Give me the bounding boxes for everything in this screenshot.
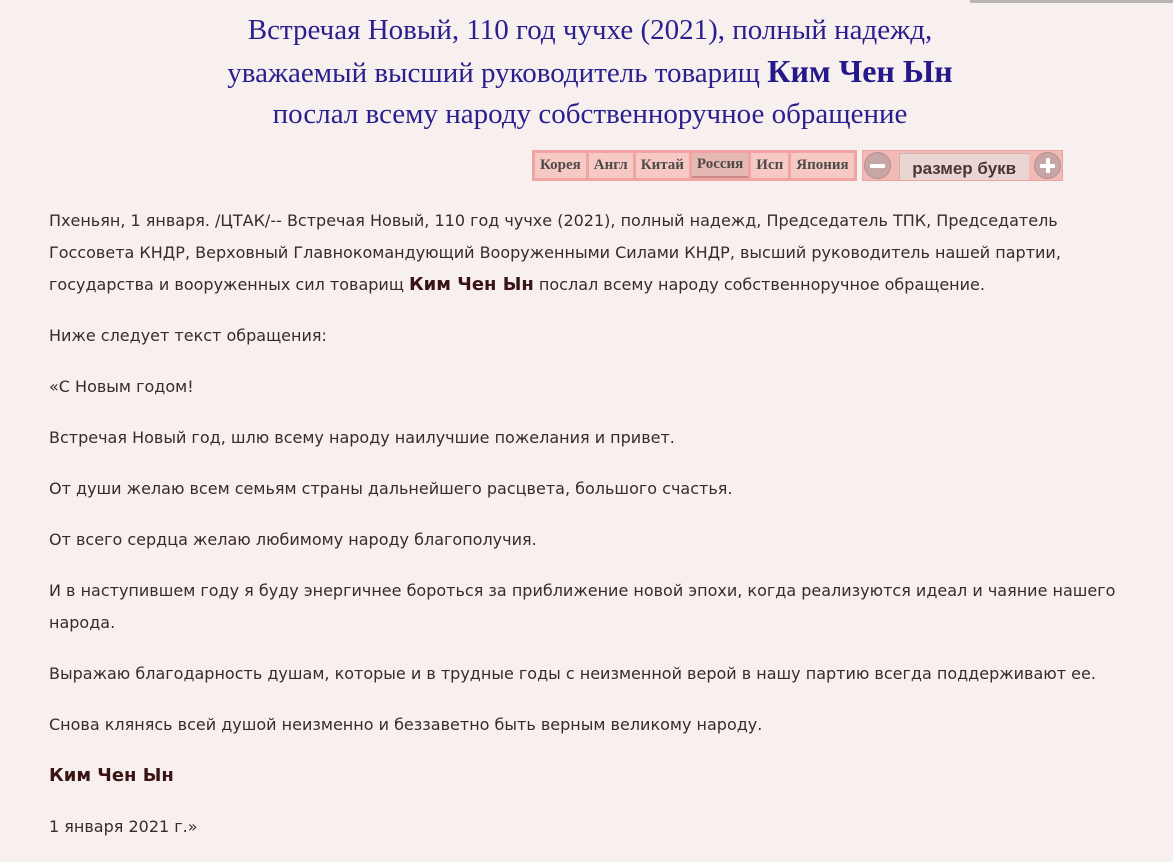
article-headline <box>60 10 1120 135</box>
lang-korean-link[interactable]: Корея <box>535 153 586 178</box>
article-intro-paragraph <box>49 205 1134 301</box>
intro-leader-name: Ким Чен Ын <box>408 274 534 295</box>
window-edge <box>970 0 1173 3</box>
intro-text: Пхеньян, 1 января. /ЦТАК/-- Встречая Новый, 110 год чучхе (2021), полный надежд, Председатель ТПК, Председатель Госсовета КНДР, Верховный Главнокомандующий Вооруженными Силами КНДР, высший руководитель нашей партии, государства и вооруженных сил товарищ <box>49 211 1061 294</box>
lang-japanese-link[interactable]: Япония <box>791 153 853 178</box>
lang-english-link[interactable]: Англ <box>589 153 633 178</box>
language-switcher <box>532 150 857 181</box>
lang-russian-link[interactable]: Россия <box>692 153 748 178</box>
language-toolbar <box>532 150 1063 181</box>
minus-icon <box>870 164 885 168</box>
headline-leader-name: Ким Чен Ын <box>767 53 953 89</box>
font-size-label: размер букв <box>899 153 1029 180</box>
article-signature: Ким Чен Ын <box>49 765 174 786</box>
headline-line-3: послал всему народу собственноручное обращение <box>272 98 908 130</box>
lang-spanish-link[interactable]: Исп <box>751 153 788 178</box>
article-paragraph: Снова клянясь всей душой неизменно и беззаветно быть верным великому народу. <box>49 715 763 734</box>
increase-font-size-button[interactable] <box>1034 152 1061 179</box>
headline-line-2-text: уважаемый высший руководитель товарищ <box>227 57 768 89</box>
article-paragraph: Встречая Новый год, шлю всему народу наилучшие пожелания и привет. <box>49 428 675 447</box>
headline-line-2 <box>60 51 1120 94</box>
article-paragraph: От всего сердца желаю любимому народу благополучия. <box>49 530 537 549</box>
article-paragraph: Выражаю благодарность душам, которые и в трудные годы с неизменной верой в нашу партию всегда поддерживают ее. <box>49 664 1096 683</box>
decrease-font-size-button[interactable] <box>864 152 891 179</box>
intro-text-end: послал всему народу собственноручное обращение. <box>533 275 985 294</box>
lang-chinese-link[interactable]: Китай <box>636 153 689 178</box>
article-paragraph: От души желаю всем семьям страны дальнейшего расцвета, большого счастья. <box>49 479 733 498</box>
article-date: 1 января 2021 г.» <box>49 817 198 836</box>
article-paragraph: «С Новым годом! <box>49 377 194 396</box>
article-paragraph: Ниже следует текст обращения: <box>49 326 327 345</box>
font-size-control <box>862 150 1063 181</box>
article-paragraph: И в наступившем году я буду энергичнее бороться за приближение новой эпохи, когда реализуются идеал и чаяние нашего народа. <box>49 581 1116 632</box>
article-body <box>49 205 1134 862</box>
headline-line-1: Встречая Новый, 110 год чучхе (2021), полный надежд, <box>247 14 933 46</box>
